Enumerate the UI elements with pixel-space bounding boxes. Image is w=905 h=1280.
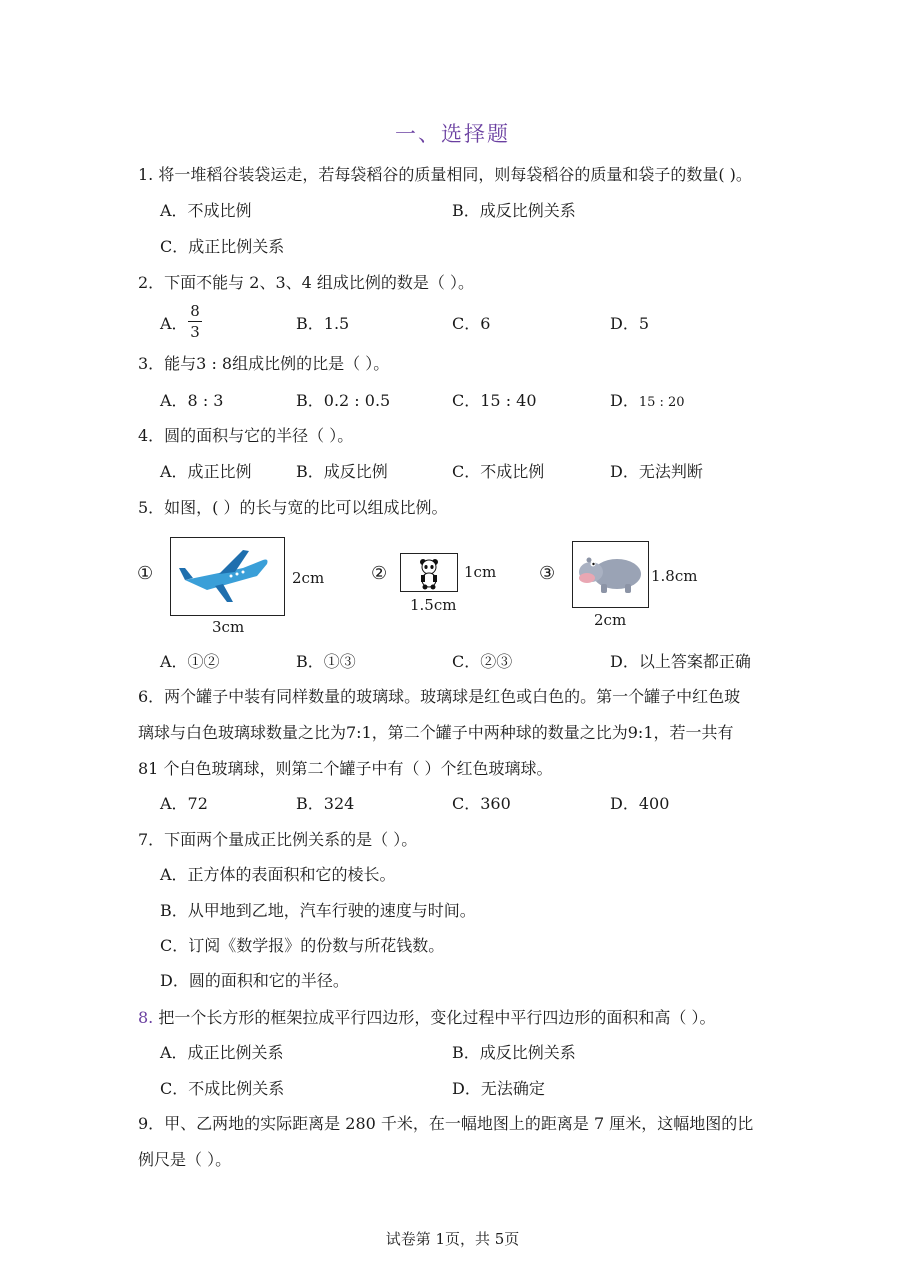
question-8-stem: [138, 1007, 715, 1029]
q4-option-a[interactable]: A．成正比例: [160, 462, 252, 481]
q1-option-c[interactable]: C．成正比例关系: [160, 237, 285, 256]
question-9-line-1: 9．甲、乙两地的实际距离是 280 千米，在一幅地图上的距离是 7 厘米，这幅地图的比: [138, 1114, 754, 1133]
airplane-icon: [171, 538, 284, 615]
question-7-stem: 7．下面两个量成正比例关系的是（ ）。: [138, 830, 418, 849]
q8-option-d[interactable]: D．无法确定: [452, 1079, 545, 1098]
q4-option-d[interactable]: D．无法判断: [610, 462, 703, 481]
question-9-line-2: 例尺是（ ）。: [138, 1150, 232, 1169]
section-title: 一、选择题: [395, 122, 510, 146]
fraction-bar: [188, 321, 202, 322]
q1-option-b[interactable]: B．成反比例关系: [452, 201, 576, 220]
page-footer: 试卷第 1页，共 5页: [385, 1230, 520, 1248]
question-6-line-3: 81 个白色玻璃球，则第二个罐子中有（ ）个红色玻璃球。: [138, 759, 553, 778]
q2-option-b[interactable]: B．1.5: [296, 314, 350, 333]
question-8-text: 把一个长方形的框架拉成平行四边形，变化过程中平行四边形的面积和高（ ）。: [158, 1008, 716, 1027]
figure-3-width-label: 2cm: [594, 611, 627, 629]
fraction-denominator: 3: [190, 323, 200, 341]
q5-option-c[interactable]: C．②③: [452, 652, 513, 671]
figure-3-height-label: 1.8cm: [651, 567, 698, 585]
figure-1-box: [170, 537, 285, 616]
q3-option-d[interactable]: [610, 390, 685, 414]
question-8-number: 8.: [138, 1008, 154, 1027]
q3-option-d-value: 15 : 20: [638, 395, 685, 410]
question-2-stem: 2．下面不能与 2、3、4 组成比例的数是（ ）。: [138, 273, 474, 292]
q7-option-b[interactable]: B．从甲地到乙地，汽车行驶的速度与时间。: [160, 901, 476, 920]
figure-2-width-label: 1.5cm: [410, 596, 457, 614]
q3-option-b[interactable]: B．0.2 : 0.5: [296, 391, 391, 410]
figure-1-marker: ①: [137, 563, 154, 584]
q5-option-d[interactable]: D．以上答案都正确: [610, 652, 751, 671]
q5-option-a[interactable]: A．①②: [160, 652, 220, 671]
q2-option-a-fraction: [188, 302, 202, 341]
figure-2-height-label: 1cm: [464, 563, 497, 581]
q6-option-b[interactable]: B．324: [296, 794, 355, 813]
q7-option-a[interactable]: A．正方体的表面积和它的棱长。: [160, 865, 396, 884]
figure-1-height-label: 2cm: [292, 569, 325, 587]
q5-option-b[interactable]: B．①③: [296, 652, 356, 671]
q8-option-a[interactable]: A．成正比例关系: [160, 1043, 284, 1062]
q8-option-b[interactable]: B．成反比例关系: [452, 1043, 576, 1062]
q6-option-d[interactable]: D．400: [610, 794, 670, 813]
q3-option-d-prefix: D．: [610, 391, 639, 410]
q3-option-a[interactable]: A．8 : 3: [160, 391, 224, 410]
figure-3-box: [572, 541, 649, 608]
figure-2-marker: ②: [371, 563, 388, 584]
question-1-stem: 1. 将一堆稻谷装袋运走，若每袋稻谷的质量相同，则每袋稻谷的质量和袋子的数量( )。: [138, 165, 752, 184]
figure-2-box: [400, 553, 458, 592]
q2-option-c[interactable]: C．6: [452, 314, 491, 333]
q6-option-a[interactable]: A．72: [160, 794, 208, 813]
question-4-stem: 4．圆的面积与它的半径（ ）。: [138, 426, 354, 445]
fraction-numerator: 8: [190, 302, 200, 320]
question-5-stem: 5．如图，( ）的长与宽的比可以组成比例。: [138, 498, 448, 517]
q7-option-d[interactable]: D．圆的面积和它的半径。: [160, 971, 349, 990]
q1-option-a[interactable]: A．不成比例: [160, 201, 252, 220]
q7-option-c[interactable]: C．订阅《数学报》的份数与所花钱数。: [160, 936, 445, 955]
q8-option-c[interactable]: C．不成比例关系: [160, 1079, 285, 1098]
q2-option-a-prefix[interactable]: A．: [160, 314, 188, 333]
question-6-line-1: 6．两个罐子中装有同样数量的玻璃球。玻璃球是红色或白色的。第一个罐子中红色玻: [138, 687, 741, 706]
question-3-stem: 3．能与3 : 8组成比例的比是（ ）。: [138, 354, 390, 373]
q2-option-d[interactable]: D．5: [610, 314, 650, 333]
panda-icon: [401, 554, 457, 591]
q4-option-b[interactable]: B．成反比例: [296, 462, 388, 481]
q3-option-c[interactable]: C．15 : 40: [452, 391, 537, 410]
figure-1-width-label: 3cm: [212, 618, 245, 636]
q4-option-c[interactable]: C．不成比例: [452, 462, 545, 481]
hippo-icon: [573, 542, 648, 607]
q6-option-c[interactable]: C．360: [452, 794, 511, 813]
question-6-line-2: 璃球与白色玻璃球数量之比为7:1，第二个罐子中两种球的数量之比为9:1，若一共有: [138, 723, 734, 742]
figure-3-marker: ③: [539, 563, 556, 584]
